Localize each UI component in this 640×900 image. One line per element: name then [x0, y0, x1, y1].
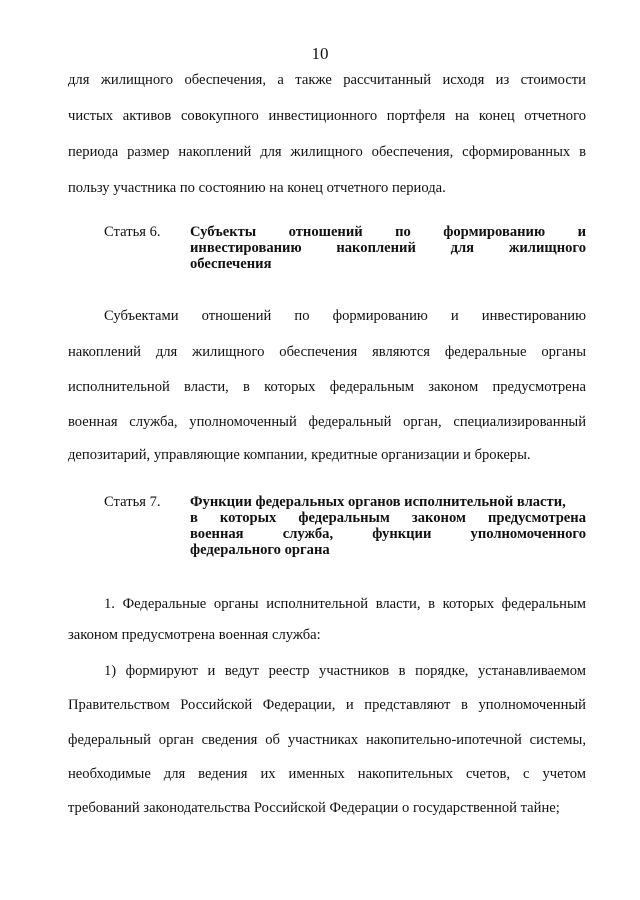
page-number: 10 — [311, 44, 329, 63]
para1-line-1: для жилищного обеспечения, а также рассчитанный исходя из стоимости — [68, 72, 586, 88]
para1-line-3: периода размер накоплений для жилищного обеспечения, сформированных в — [68, 144, 586, 160]
para2-line-5: депозитарий, управляющие компании, кредитные организации и брокеры. — [68, 447, 531, 463]
article-6-number: Статья 6. — [104, 224, 161, 240]
article-6-title-line-3: обеспечения — [190, 256, 272, 272]
para2-line-3: исполнительной власти, в которых федеральным законом предусмотрена — [68, 379, 586, 395]
article-6-title — [190, 224, 586, 272]
article-7-title — [190, 494, 586, 558]
para3-line-1: 1. Федеральные органы исполнительной власти, в которых федеральным — [104, 596, 586, 612]
article-7-number: Статья 7. — [104, 494, 161, 510]
para3-line-2: законом предусмотрена военная служба: — [68, 627, 321, 643]
para1-line-2: чистых активов совокупного инвестиционного портфеля на конец отчетного — [68, 108, 586, 124]
article-6-title-line-2: инвестированию накоплений для жилищного — [190, 240, 586, 256]
para4-line-4: необходимые для ведения их именных накопительных счетов, с учетом — [68, 766, 586, 782]
article-7-title-line-2: в которых федеральным законом предусмотрена — [190, 510, 586, 526]
para2-line-1: Субъектами отношений по формированию и инвестированию — [104, 308, 586, 324]
para4-line-2: Правительством Российской Федерации, и представляют в уполномоченный — [68, 697, 586, 713]
para1-line-4: пользу участника по состоянию на конец отчетного периода. — [68, 180, 446, 196]
para4-line-3: федеральный орган сведения об участниках накопительно-ипотечной системы, — [68, 732, 586, 748]
para2-line-2: накоплений для жилищного обеспечения являются федеральные органы — [68, 344, 586, 360]
para4-line-5: требований законодательства Российской Федерации о государственной тайне; — [68, 800, 560, 816]
article-7-title-line-4: федерального органа — [190, 542, 330, 558]
para2-line-4: военная служба, уполномоченный федеральный орган, специализированный — [68, 414, 586, 430]
para4-line-1: 1) формируют и ведут реестр участников в порядке, устанавливаемом — [104, 663, 586, 679]
article-7-title-line-1: Функции федеральных органов исполнительной власти, — [190, 494, 566, 510]
article-7-title-line-3: военная служба, функции уполномоченного — [190, 526, 586, 542]
article-6-title-line-1: Субъекты отношений по формированию и — [190, 224, 586, 240]
